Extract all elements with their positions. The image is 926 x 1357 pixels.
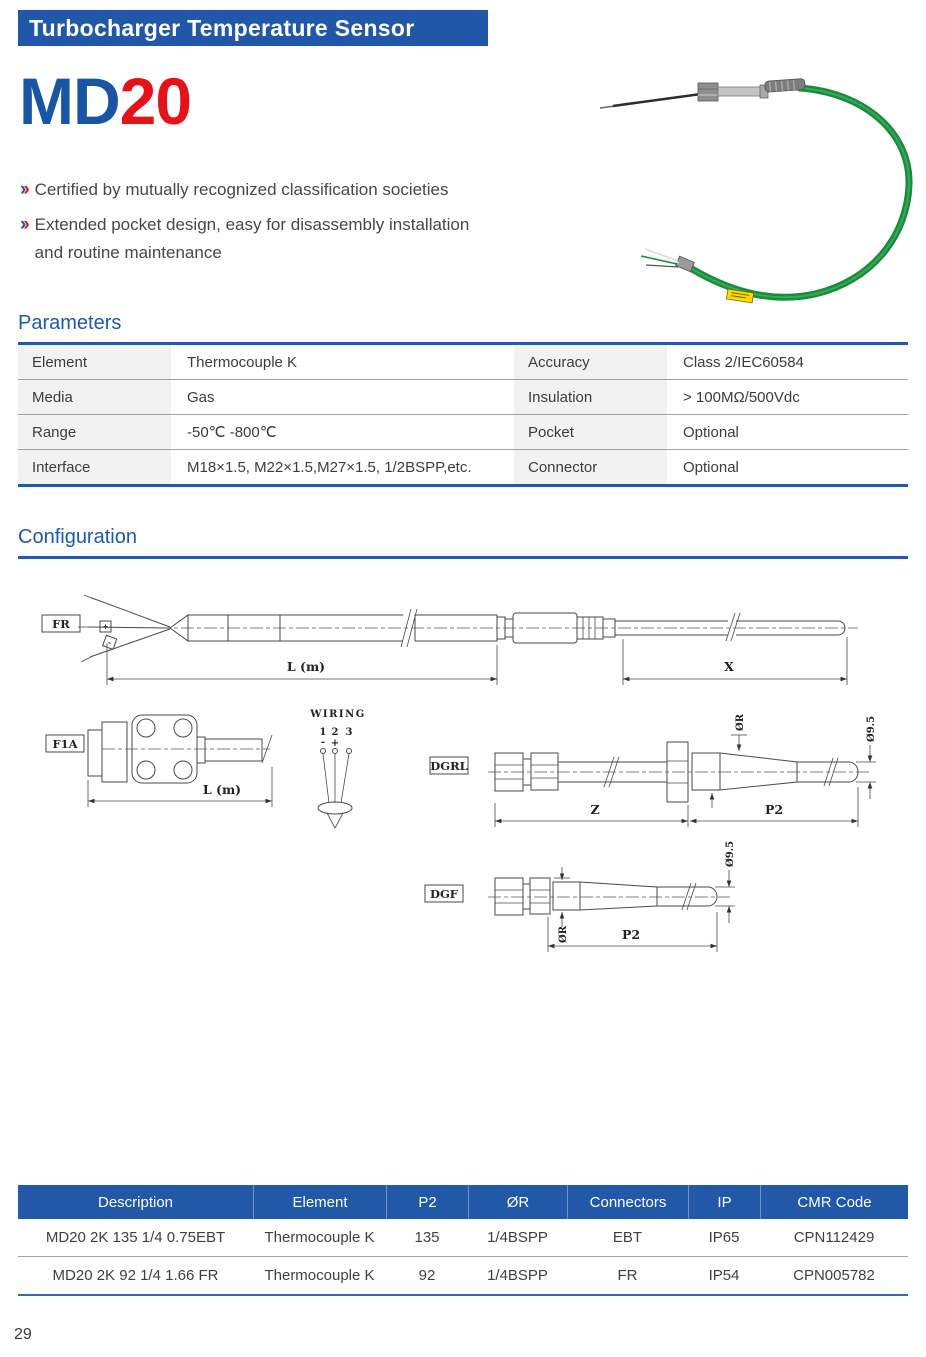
table-row xyxy=(18,345,908,380)
dgf-label: DGF xyxy=(430,887,458,901)
dgrl-dim-tip: Ø9.5 xyxy=(866,715,877,742)
table-row xyxy=(18,1219,908,1257)
feature-item xyxy=(20,176,482,204)
f1a-drawing xyxy=(46,715,272,807)
wiring-pin1: 1 xyxy=(319,727,327,738)
column-header: Connectors xyxy=(567,1185,688,1219)
model-number: 20 xyxy=(119,64,192,138)
lead-wires xyxy=(641,249,694,272)
cell-p2: 92 xyxy=(418,1267,436,1284)
param-value: Thermocouple K xyxy=(187,353,298,371)
column-header: P2 xyxy=(386,1185,468,1219)
f1a-label: F1A xyxy=(52,737,78,751)
param-value: Optional xyxy=(683,458,739,476)
param-value: -50℃ -800℃ xyxy=(187,424,277,441)
dgrl-dim-z: Z xyxy=(590,802,600,817)
feature-item xyxy=(20,211,482,267)
table-row xyxy=(18,415,908,450)
model-prefix: MD xyxy=(19,64,120,138)
double-chevron-icon: ›› xyxy=(20,214,27,235)
param-value: Gas xyxy=(187,388,215,406)
wiring-diagram xyxy=(309,709,366,828)
wiring-title: WIRING xyxy=(310,709,366,720)
dgrl-dim-r: ØR xyxy=(735,713,746,731)
configuration-diagram xyxy=(18,565,908,995)
dgf-drawing xyxy=(425,841,736,952)
cell-element: Thermocouple K xyxy=(264,1267,375,1284)
probe-assembly xyxy=(600,78,805,108)
feature-list xyxy=(20,176,482,267)
cell-p2: 135 xyxy=(414,1229,440,1246)
page-title-bar xyxy=(18,10,488,46)
order-table xyxy=(18,1185,908,1296)
param-label: Pocket xyxy=(514,415,667,449)
parameters-table xyxy=(18,345,908,487)
cell-cmr-code: CPN112429 xyxy=(793,1229,875,1246)
cell-connectors: FR xyxy=(617,1267,638,1284)
param-label: Connector xyxy=(514,450,667,484)
table-row xyxy=(18,450,908,484)
wiring-polarity-minus: - xyxy=(320,737,326,748)
dgrl-label: DGRL xyxy=(430,759,468,773)
page-title: Turbocharger Temperature Sensor xyxy=(29,14,415,41)
fr-minus-mark: - xyxy=(106,637,113,648)
param-label: Accuracy xyxy=(514,345,667,379)
cell-element: Thermocouple K xyxy=(264,1229,375,1246)
column-header: Element xyxy=(253,1185,386,1219)
cable xyxy=(692,88,909,297)
dgrl-dim-p2: P2 xyxy=(764,802,784,817)
cell-or: 1/4BSPP xyxy=(487,1229,548,1246)
dgf-dim-tip: Ø9.5 xyxy=(725,840,736,867)
param-label: Media xyxy=(18,380,171,414)
dgrl-drawing xyxy=(430,713,877,827)
table-row xyxy=(18,1257,908,1294)
cell-description: MD20 2K 92 1/4 1.66 FR xyxy=(52,1267,219,1284)
cell-description: MD20 2K 135 1/4 0.75EBT xyxy=(45,1229,226,1246)
param-label: Insulation xyxy=(514,380,667,414)
cell-connectors: EBT xyxy=(612,1229,643,1246)
f1a-dim-l: L (m) xyxy=(202,782,242,797)
product-photo xyxy=(575,65,925,315)
column-header: Description xyxy=(97,1193,174,1211)
feature-text: Certified by mutually recognized classification societies xyxy=(34,180,449,199)
column-header: IP xyxy=(688,1185,760,1219)
configuration-heading: Configuration xyxy=(18,526,908,559)
param-value: > 100MΩ/500Vdc xyxy=(683,388,800,406)
param-label: Interface xyxy=(18,450,171,484)
wiring-pin2: 2 xyxy=(331,727,339,738)
cell-ip: IP65 xyxy=(708,1229,740,1246)
page-number: 29 xyxy=(14,1326,32,1343)
cell-ip: IP54 xyxy=(708,1267,740,1284)
wiring-polarity-plus: + xyxy=(330,738,340,749)
fr-drawing xyxy=(42,595,858,685)
order-table-header xyxy=(18,1185,908,1219)
parameters-heading: Parameters xyxy=(18,312,908,345)
fr-label: FR xyxy=(52,617,70,631)
param-value: Class 2/IEC60584 xyxy=(683,353,804,371)
wiring-pin3: 3 xyxy=(345,727,353,738)
param-label: Element xyxy=(18,345,171,379)
model-name xyxy=(19,64,192,138)
cell-or: 1/4BSPP xyxy=(487,1267,548,1284)
double-chevron-icon: ›› xyxy=(20,179,27,200)
fr-dim-x: X xyxy=(724,659,734,674)
param-value: Optional xyxy=(683,423,739,441)
cell-cmr-code: CPN005782 xyxy=(793,1267,875,1284)
column-header: ØR xyxy=(468,1185,567,1219)
param-label: Range xyxy=(18,415,171,449)
dgf-dim-p2: P2 xyxy=(621,927,641,942)
column-header: CMR Code xyxy=(760,1185,908,1219)
feature-text: Extended pocket design, easy for disassembly installation and routine maintenance xyxy=(34,215,470,262)
dgf-dim-r: ØR xyxy=(558,925,569,943)
fr-dim-l: L (m) xyxy=(286,659,326,674)
param-value: M18×1.5, M22×1.5,M27×1.5, 1/2BSPP,etc. xyxy=(187,458,472,476)
table-row xyxy=(18,380,908,415)
fr-plus-mark: + xyxy=(102,622,109,631)
